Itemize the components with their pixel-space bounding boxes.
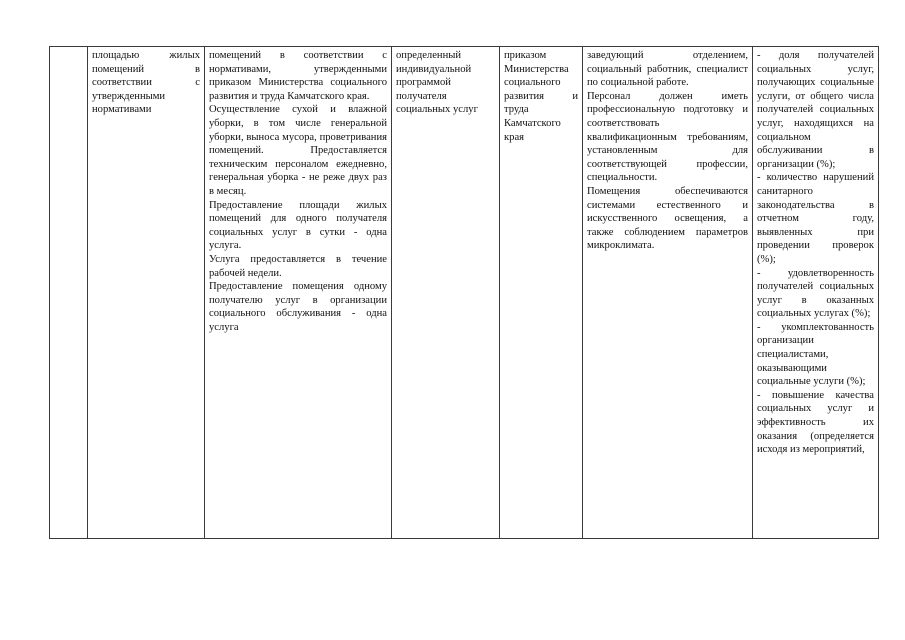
row-number-cell	[50, 47, 88, 539]
service-name-cell	[88, 47, 205, 539]
personnel-conditions-cell	[583, 47, 753, 539]
tariff-text: приказом Министерства социального развития и труда Камчатского края	[504, 50, 578, 143]
terms-text: определенный индивидуальной программой получателя социальных услуг	[396, 50, 478, 116]
indicator-item: - укомплектованность организации специалистами, оказывающими социальные услуги (%);	[757, 321, 874, 388]
quality-indicators-cell	[753, 47, 879, 539]
description-paragraph: Услуга предоставляется в течение рабочей недели.	[209, 253, 387, 279]
description-paragraph: Осуществление сухой и влажной уборки, в том числе генеральной уборки, выноса мусора, проветривания помещений. Предоставляется техническим персоналом ежедневно, генеральная уборка - не реже двух раз в месяц.	[209, 104, 387, 197]
indicator-item: - повышение качества социальных услуг и эффективность их оказания (определяется исходя из мероприятий,	[757, 389, 874, 456]
service-terms-cell	[392, 47, 500, 539]
indicator-item: - количество нарушений санитарного законодательства в отчетном году, выявленных при проведении проверок (%);	[757, 172, 874, 265]
conditions-paragraph: Персонал должен иметь профессиональную подготовку и соответствовать квалификационным требованиям, установленным для соответствующей профессии, специальности.	[587, 90, 748, 184]
table-row	[50, 47, 879, 539]
service-standards-table	[49, 46, 879, 539]
service-name-text: площадью жилых помещений в соответствии с утвержденными нормативами	[92, 50, 200, 116]
tariff-cell	[500, 47, 583, 539]
conditions-paragraph: Помещения обеспечиваются системами естественного и искусственного освещения, а также соблюдением параметров микроклимата.	[587, 185, 748, 252]
service-description-cell	[205, 47, 392, 539]
description-paragraph: Предоставление помещения одному получателю услуг в организации социального обслуживания - одна услуга	[209, 281, 387, 333]
description-paragraph: помещений в соответствии с нормативами, утвержденными приказом Министерства социального развития и труда Камчатского края.	[209, 50, 387, 102]
conditions-paragraph: заведующий отделением, социальный работник, специалист по социальной работе.	[587, 50, 748, 89]
description-paragraph: Предоставление площади жилых помещений для одного получателя социальных услуг в сутки - одна услуга.	[209, 199, 387, 252]
indicator-item: - доля получателей социальных услуг, получающих социальные услуги, от общего числа получателей социальных услуг, находящихся на социальном обслуживании в организации (%);	[757, 50, 874, 170]
indicator-item: - удовлетворенность получателей социальных услуг в оказанных социальных услугах (%);	[757, 267, 874, 320]
